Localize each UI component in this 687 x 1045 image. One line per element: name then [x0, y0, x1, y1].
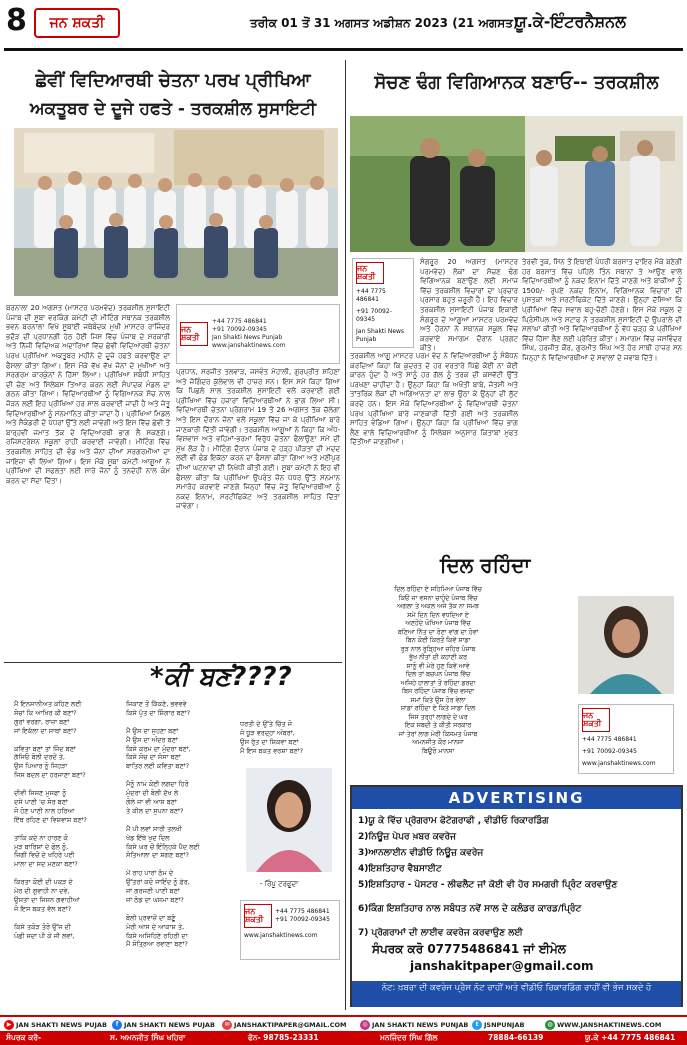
poet-name: - ਰਿੰਪੂ ਟਰਫੂਦਾ [260, 880, 299, 888]
right-story-column-1b: ਤਰਕਸ਼ੀਲ ਆਗੂ ਮਾਸਟਰ ਪਰਮ ਵੇਦ ਨੇ ਵਿਦਿਆਰਥੀਆਂ ਨੂੰ ਸੰਬੋਧਨ ਕਰਦਿਆਂ ਕਿਹਾ ਕਿ ਕੁਦਰਤ ਦੇ ਹਰ ਵਰਤਾਰੇ ਪਿੱਛੇ ਕੋਈ ਨਾ ਕੋਈ ਕਾਰਨ ਹੁੰਦਾ ਹੈ ਅਤੇ ਸਾਨੂੰ ਹਰ ਗੱਲ ਨੂੰ ਤਰਕ ਦੀ ਕਸਵੱਟੀ ਉੱਤੇ ਪਰਖਣਾ ਚਾਹੀਦਾ ਹੈ। ਉਨ੍ਹਾਂ ਕਿਹਾ ਕਿ ਅਖੌਤੀ ਬਾਬੇ, ਜੋਤਸ਼ੀ ਅਤੇ ਤਾਂਤਰਿਕ ਲੋਕਾਂ ਦੀ ਅਗਿਆਨਤਾ ਦਾ ਲਾਭ ਉਠਾ ਕੇ ਉਨ੍ਹਾਂ ਦੀ ਲੁੱਟ ਕਰਦੇ ਹਨ। ਇਸ ਮੌਕੇ ਵਿਦਿਆਰਥੀਆਂ ਨੂੰ ਵਿਦਿਆਰਥੀ ਚੇਤਨਾ ਪਰਖ ਪ੍ਰੀਖਿਆ ਬਾਰੇ ਜਾਣਕਾਰੀ ਦਿੱਤੀ ਗਈ ਅਤੇ ਤਰਕਸ਼ੀਲ ਸਾਹਿਤ ਵੰਡਿਆ ਗਿਆ। ਉਨ੍ਹਾਂ ਕਿਹਾ ਕਿ ਪ੍ਰੀਖਿਆ ਵਿੱਚ ਭਾਗ ਲੈਣ ਵਾਲੇ ਵਿਦਿਆਰਥੀਆਂ ਨੂੰ ਸਿਲੇਬਸ ਅਨੁਸਾਰ ਕਿਤਾਬਾਂ ਮੁਫਤ ਦਿੱਤੀਆਂ ਜਾਣਗੀਆਂ। [350, 352, 518, 447]
jan-shakti-logo-right: ਜਨ ਸ਼ਕਤੀ [356, 262, 384, 284]
left-headline-1: ਛੇਵੀਂ ਵਿਦਿਆਰਥੀ ਚੇਤਨਾ ਪਰਖ ਪ੍ਰੀਖਿਆ [35, 70, 311, 91]
page-number: 8 [6, 3, 27, 38]
footer-instagram-label: JAN SHAKTI NEWS PUNJAB [372, 1020, 469, 1029]
globe-icon: ◍ [545, 1020, 555, 1030]
header-rule [4, 48, 683, 51]
instagram-icon: ◎ [360, 1020, 370, 1030]
twitter-icon: t [472, 1020, 482, 1030]
brand-phone-uk-dil: +44 7775 486841 [582, 736, 637, 743]
right-headline: ਸੋਚਣ ਢੰਗ ਵਿਗਿਆਨਕ ਬਣਾਓ-- ਤਰਕਸ਼ੀਲ [374, 72, 659, 93]
facebook-icon: f [112, 1020, 122, 1030]
ad-item-3: 3)ਆਨਲਾਈਨ ਵੀਡੀਓ ਨਿਊਜ਼ ਕਵਰੇਜ [358, 848, 484, 858]
masthead-logo: ਜਨ ਸ਼ਕਤੀ [34, 8, 120, 38]
brand-phone-uk-right: +44 7775 486841 [356, 288, 386, 303]
footer-email-label: JANSHAKTIPAPER@GMAIL.COM [234, 1020, 347, 1029]
right-story-column-2: ਤੇਰਵੀਂ ਤੁਕ, ਸਿਨ ਤੋਂ ਇਥਾਈ ਪੰਧਰੀ ਬਰਸਾਤ ਦਾਇਰ ਮੌਕੇ ਬਣੇਗੀ ਹਰ ਬਰਸਾਤ ਵਿੱਚ ਪਹਿਲੇ ਤਿੰਨ ਸਥਾਨਾਂ ਤੇ ਆਉਣ ਵਾਲੇ ਵਿਦਿਆਰਥੀਆਂ ਨੂੰ ਨਕਦ ਇਨਾਮ ਦਿੱਤੇ ਜਾਣਗੇ ਅਤੇ ਬਾਕੀਆਂ ਨੂੰ 1500/- ਰੁਪਏ ਨਕਦ ਇਨਾਮ, ਵਿਗਿਆਨਕ ਵਿਚਾਰਾਂ ਦੀ ਪੁਸਤਕਾਂ ਅਤੇ ਸਰਟੀਫਿਕੇਟ ਦਿੱਤੇ ਜਾਣਗੇ। ਉਨ੍ਹਾਂ ਦੱਸਿਆ ਕਿ ਪ੍ਰੀਖਿਆ ਵਿੱਚ ਸਵਾਲ ਬਹੁ-ਚੋਣੀ ਹੋਣਗੇ। ਇਸ ਮੌਕੇ ਸਕੂਲ ਦੇ ਪ੍ਰਿੰਸੀਪਲ ਅਤੇ ਸਟਾਫ ਨੇ ਤਰਕਸ਼ੀਲ ਸੁਸਾਇਟੀ ਦੇ ਉਪਰਾਲੇ ਦੀ ਸ਼ਲਾਘਾ ਕੀਤੀ ਅਤੇ ਵਿਦਿਆਰਥੀਆਂ ਨੂੰ ਵੱਧ ਚੜ੍ਹ ਕੇ ਪ੍ਰੀਖਿਆ ਵਿੱਚ ਹਿੱਸਾ ਲੈਣ ਲਈ ਪ੍ਰੇਰਿਤ ਕੀਤਾ। ਸਮਾਗਮ ਵਿੱਚ ਜਸਵਿੰਦਰ ਸਿੰਘ, ਹਰਜੀਤ ਕੌਰ, ਗੁਰਮੀਤ ਸਿੰਘ ਅਤੇ ਹੋਰ ਸਾਥੀ ਹਾਜ਼ਰ ਸਨ ਜਿਨ੍ਹਾਂ ਨੇ ਵਿਦਿਆਰਥੀਆਂ ਦੇ ਸਵਾਲਾਂ ਦੇ ਜਵਾਬ ਦਿੱਤੇ। [522, 258, 682, 362]
brand-website-dil: www.janshaktinews.com [582, 760, 656, 767]
footer-facebook[interactable] [112, 1019, 215, 1030]
ad-item-4: 4)ਇਸ਼ਤਿਹਾਰ ਵੈਬਸਾਈਟ [358, 864, 442, 874]
footer-website-label: WWW.JANSHAKTINEWS.COM [557, 1020, 662, 1029]
jan-shakti-logo-dil: ਜਨ ਸ਼ਕਤੀ [582, 708, 610, 732]
footer-twitter[interactable] [472, 1019, 524, 1030]
poem-column-2: ਜਿਕਾਣ ਤੋਂ ਕਿੱਕਣੇ, ਭਵਵਵੇ ਕਿਸੇ ਪੁੱਤ ਦਾ ਸ਼ਿੰਗਾਰ ਬਣਾਂ? ਮੈਂ ਉਸ ਦਾ ਸੁਹਣਾ ਬਣਾਂ ਮੈਂ ਉਸ ਦਾ ਅੰਦਰ ਬਣਾਂ ਕਿਸੇ ਕਰਮ ਦਾ ਮੁੰਦਰਾ ਬਣਾਂ, ਕਿਸੇ ਸੋਚ ਦਾ ਸੰਸਾ ਬਣਾਂ ਬਾਤਿਰ ਲਈ ਕਵਿਤਾ ਬਣਾਂ? ਮੈਨੂੰ ਨਾਮ ਕੋਈ ਲਗਦਾ ਹਿਰੋ ਮੁੰਦਰਾ ਦੀ ਬੋਲੀ ਦੱਖ ਲੇ ਗੋਲੇ ਜਾ ਵੀ ਆਸ ਬਣਾਂ ਤੇ ਕੀਲ ਦਾ ਸੁਪਨਾ ਬਣਾਂ? ਮੈਂ ਪੀ ਲਵਾਂ ਸਾਰੀ ਤਲਖੀ ਖੇਡ ਇੱਥੇ ਖੁਦ ਦਿਲ ਕਿਸੇ ਘਰ ਚੋਂ ਇੰਨ੍ਹਿਕੇ ਪੈਦ ਲਈ ਸੰਤਿਆਲਾ ਦਾ ਸ਼ਗਣ ਬਣਾਂ? ਮੇਂ ਰਾਹ ਪਾਰਾਂ ਠੰਮ ਦੇ ਉੱਤਰਾਂ ਕਦੋ ਜਾਇੰਦ ਨੂੰ ਫ਼ੇਰ, ਜਾਂ ਗਰਜਣੀ ਪਾਣੀ ਬਣਾਂ ਜਾਂ ਠੰਡ ਦਾ ਘਸਮਾ ਬਣਾਂ? ਬੋਲੀ ਪ੍ਰਵਾਜ਼ੋਂ ਦਾ ਬਣੂੰ ਮੇਰੀ ਆਸ ਦੇ ਆਕਾਸ਼ ਤੇ, ਕਿਸੇ ਅਜਿਹਿਣੇ ਰਹਿਰੀ ਦਾ ਮੈਂ ਸੋਤ੍ਰਿਆ ਰਵਾਣਾ ਬਣਾਂ? [126, 700, 200, 949]
footer-editor: ਸ. ਅਮਨਜੀਤ ਸਿੰਘ ਖਹਿਰਾ [110, 1033, 186, 1042]
right-story-photo [350, 116, 683, 252]
left-story-column-2-text: ਪ੍ਰਧਾਨ, ਸਰਜੀਤ ਤਲਵਾੜ, ਜਸਵੰਤ ਮੋਹਾਲੀ, ਗੁਰਪ੍ਰੀਤ ਸ਼ਹਿਣਾ ਅਤੇ ਜੋਗਿੰਦਰ ਕੁੱਲੇਵਾਲ ਵੀ ਹਾਜ਼ਰ ਸਨ। ਇਸ ਸਮੇਂ ਕਿਹਾ ਗਿਆ ਕਿ ਪਿਛਲੇ ਸਾਲ ਤਰਕਸ਼ੀਲ ਸੁਸਾਇਟੀ ਵਲੋਂ ਕਰਵਾਈ ਗਈ ਪ੍ਰੀਖਿਆ ਵਿੱਚ ਹਜ਼ਾਰਾਂ ਵਿਦਿਆਰਥੀਆਂ ਨੇ ਭਾਗ ਲਿਆ ਸੀ। ਵਿਦਿਆਰਥੀ ਚੇਤਨਾ ਪ੍ਰੋਗਰਾਮ 19 ਤੋਂ 26 ਅਗਸਤ ਤੱਕ ਚੱਲੇਗਾ ਅਤੇ ਇਸ ਦੌਰਾਨ ਜ਼ੋਨਾਂ ਵਲੋਂ ਸਕੂਲਾਂ ਵਿੱਚ ਜਾ ਕੇ ਪ੍ਰੀਖਿਆ ਬਾਰੇ ਜਾਣਕਾਰੀ ਦਿੱਤੀ ਜਾਵੇਗੀ। ਤਰਕਸ਼ੀਲ ਆਗੂਆਂ ਨੇ ਕਿਹਾ ਕਿ ਅੰਧ-ਵਿਸ਼ਵਾਸ ਅਤੇ ਵਹਿਮਾਂ-ਭਰਮਾਂ ਵਿਰੁੱਧ ਚੇਤਨਾ ਫੈਲਾਉਣਾ ਸਮੇਂ ਦੀ ਮੁੱਖ ਲੋੜ ਹੈ। ਮੀਟਿੰਗ ਦੌਰਾਨ ਪੰਜਾਬ ਦੇ ਹੜ੍ਹ ਪੀੜਤਾਂ ਦੀ ਮਦਦ ਲਈ ਵੀ ਫੰਡ ਇਕੱਠਾ ਕਰਨ ਦਾ ਫੈਸਲਾ ਕੀਤਾ ਗਿਆ ਅਤੇ ਮਣੀਪੁਰ ਦੀਆਂ ਘਟਨਾਵਾਂ ਦੀ ਨਿਖੇਧੀ ਕੀਤੀ ਗਈ। ਸੂਬਾ ਕਮੇਟੀ ਨੇ ਇਹ ਵੀ ਫੈਸਲਾ ਕੀਤਾ ਕਿ ਪ੍ਰੀਖਿਆ ਉਪਰੰਤ ਜ਼ੋਨ ਪੱਧਰ ਉੱਤੇ ਸਨਮਾਨ ਸਮਾਰੋਹ ਕਰਵਾਏ ਜਾਣਗੇ ਜਿਨ੍ਹਾਂ ਵਿੱਚ ਜੇਤੂ ਵਿਦਿਆਰਥੀਆਂ ਨੂੰ ਨਕਦ ਇਨਾਮ, ਸਰਟੀਫਿਕੇਟ ਅਤੇ ਤਰਕਸ਼ੀਲ ਸਾਹਿਤ ਦਿੱਤਾ ਜਾਵੇਗਾ। [176, 368, 340, 511]
footer-twitter-label: JSNPUNJAB [484, 1020, 525, 1029]
right-brand-box [352, 258, 414, 348]
brand-phone-india: +91 70092-09345 [212, 326, 267, 333]
dil-rahinda-title: ਦਿਲ ਰਹਿੰਦਾ [440, 553, 531, 577]
footer-youtube-label: JAN SHAKTI NEWS PUJAB [16, 1020, 107, 1029]
poem-brand-box [240, 900, 340, 960]
footer-website[interactable] [545, 1019, 661, 1030]
footer-phone-uk: ਯੂ.ਕੇ +44 7775 486841 [585, 1033, 676, 1042]
footer-phone-2: 78884-66139 [488, 1033, 544, 1042]
footer-facebook-label: JAN SHAKTI NEWS PUJAB [124, 1020, 215, 1029]
brand-phone-india-small: +91 70092-09345 [275, 916, 330, 923]
footer-phone-india: ਫੋਨ- 98785-23331 [248, 1033, 319, 1042]
ad-contact: ਸੰਪਰਕ ਕਰੋ 07775486841 ਜਾਂ ਈਮੇਲ [372, 942, 566, 956]
poet-photo-right [578, 596, 674, 694]
poem-title: *ਕੀ ਬਣਂ???? [150, 662, 292, 692]
footer-manager: ਮਨਜਿੰਦਰ ਸਿੰਘ ਗਿੱਲ [380, 1033, 438, 1042]
left-story-photo [14, 128, 338, 296]
jan-shakti-logo: ਜਨ ਸ਼ਕਤੀ [180, 322, 208, 346]
footer-contact-bar [0, 1031, 687, 1045]
footer-contact-label: ਸੰਪਰਕ ਕਰੋ- [6, 1033, 42, 1042]
left-story-column-2 [176, 304, 340, 659]
brand-subtitle: Jan Shakti News Punjab [212, 334, 283, 341]
poem-column-3: ਧਰਤੀ ਦੇ ਉੱਤੇ ਚਿੱਤ ਜੋ ਜੋ ਧੂੜ ਵਰਦ੍ਹਾ ਅੰਬਰਾਂ, ਉਸ ਰੁੱਤ ਦਾ ਸ਼ਿਕਵਾ ਬਣਾਂ ਮੈਂ ਇਸ ਬਕਤ ਵਰਸ਼ਾ ਬਣਾਂ? [240, 720, 304, 755]
poet-photo [246, 768, 332, 872]
edition-date: ਤਰੀਕ 01 ਤੋਂ 31 ਅਗਸਤ ਅਡੀਸ਼ਨ 2023 (21 ਅਗਸਤ) [250, 16, 519, 30]
column-divider [345, 60, 346, 1010]
section-title: ਯੂ.ਕੇ-ਇੰਟਰਨੈਸ਼ਨਲ [515, 12, 626, 31]
ad-item-1: 1)ਯੂ ਕੇ ਵਿੱਚ ਪ੍ਰੋਗਰਾਮ ਫੋਟੋਗਰਾਫੀ , ਵੀਡੀਓ ਰਿਕਾਰਡਿੰਗ [358, 816, 549, 826]
brand-website-small: www.janshaktinews.com [244, 932, 318, 939]
youtube-icon: ▶ [4, 1020, 14, 1030]
ad-note: ਨੋਟ: ਖ਼ਬਰਾ ਦੀ ਕਵਰੇਜ ਪ੍ਰੈਸ ਨੋਟ ਰਾਹੀਂ ਅਤੇ ਵੀਡੀਓ ਰਿਕਾਰਡਿੰਗ ਰਾਹੀਂ ਵੀ ਭੇਜ ਸਕਦੇ ਹੋ [352, 981, 681, 1007]
brand-website: www.janshaktinews.com [212, 342, 286, 349]
brand-phone-uk: +44 7775 486841 [212, 318, 267, 325]
brand-subtitle-right: Jan Shakti News Punjab [356, 328, 405, 343]
footer [0, 1015, 687, 1043]
advertising-box [350, 785, 683, 1007]
dil-brand-box [578, 704, 674, 774]
poem-column-1: ਮੈਂ ਇਨਸਾਨੀਅਤ ਕਹਿਣ ਲਈ ਸੋਚਾਂ ਕਿ ਆਖਿਰ ਕੀ ਬਣਾਂ? ਗੁਰਾਂ ਵਰਗਾ, ਰਾਜ਼ਾ ਬਣਾਂ ਜਾਂ ਇਕੱਲਾ ਦਾ ਸਾਥਾਂ ਬਣਾਂ? ਕਵਿਤਾ ਬਣਾਂ ਤਾਂ ਜਿੰਦ ਬਣਾਂ ਗੱਜਿਓ ਬੋਲੀ ਦਰਦੋਂ ਤੇ, ਉਸ ਪਿਆਰ ਨੂੰ ਜਿਹੜਾ ਜਿਸ ਬਦਲ ਦਾ ਹਰਜਾਣਾ ਬਣਾਂ? ਦੀਵੀ ਜਿਸਣ ਮੁਸਫਾ ਨੂੰ ਦਸੇ ਪਾਣੀ 'ਚ ਸੋਰ ਬਣਾਂ ਜੋ ਹੋਣ ਪਾਣੀ ਨਾਲ ਹਰਿਆ ਇੱਥ ਰਹਿਣ ਦਾ ਵਿਸ਼ਵਾਸ਼ ਬਣਾਂ? ਤਾਂਕਿ ਕਦੇ ਨਾ ਹਾਰਣ ਕੋ ਮੁੜ ਬਾਰਿਸ਼ਾਂ ਦੇ ਫੋਲ ਨੂੰ, ਜ਼ਿਗੀ ਵਿਚੋਂ ਦੇ ਖਹਿਰੇ ਪਈ ਮਾਲਾ ਦਾ ਸਦ ਮਣਕਾ ਬਣਾਂ? ਕਿਰਤਾ ਕੋਈ ਦੀ ਪਕੜ ਦੇ ਮੇਰ ਦੀ ਗੁਵਾਹੀ ਨਾ ਦਵੇ, ਉਸਤਾਂ ਦਾ ਜਿਸਨ ਗਵਾਹੀਆਂ ਜੋ ਇਸ ਬਕਤ ਵੱਲ ਬਣਾਂ? ਕਿਸੇ ਤਕੋੜ ਤੋਰੋ ਉੱਜ ਦੀ ਪੰਛੀ ਸਦਾ ਪੀ ਕੇ ਜੀ ਲਵਾਂ, [14, 700, 87, 940]
advertising-title: ADVERTISING [352, 787, 681, 809]
ad-item-7: 7) ਪ੍ਰੋਗਰਾਮਾਂ ਦੀ ਲਾਈਵ ਕਵਰੇਜ ਕਰਵਾਉਣ ਲਈ [358, 928, 523, 938]
jan-shakti-brand-box [176, 304, 340, 364]
dil-rahinda-poem: ਦਿਲ ਰਹਿੰਦਾ ਏ ਸਹਿਮਿਆ ਪੰਜਾਬ ਵਿੱਚ ਕਿਓਂ ਜਾ ਵਸਨਾ ਚਾਹੁੰਦੇ ਪੰਜਾਬ ਵਿੱਚ ਅਗਲਾ ਤੇ ਅਕਲ ਅਜੇ ਤੱਕ ਨਾ ਸਮਝ ਸਮੇਂ ਦਿਨ ਦਿਨ ਵਧਦਿਆ ਏ ਅਣਹੋਂਦੇ ਘੋਖਿਆ ਪੰਜਾਬ ਵਿੱਚ ਬਣਿਆ ਨਿੱਤ ਦਾ ਰੋਣਾ ਵਾਂਗ ਦਾ ਹੋਵਾਂ ਬਿਨ ਕੋਈ ਕਿਰਤੋਂ ਕਿਵੇਂ ਸਾਡਾ ਰੁੜ ਨਾਲ ਰੁੜ੍ਹਿਆ ਜ਼ਹਿਰ ਪੰਜਾਬ ਭੁੱਖ ਨੀਤਾਂ ਦੀ ਕਹਾਣੀ ਕਰ ਸਾਨੂੰ ਵੀ ਮੇਰੇ ਹੁਣ ਕਿਵੇਂ ਆਵੇ ਦਿਲ ਤਾਂ ਬਚਪਨ ਪੰਜਾਬ ਵਿੱਚ ਅਜਿਹੇ ਹਾਲਾਤਾਂ ਤੋਂ ਰਹਿੰਦਾ ਡਰਦਾ ਬਿਸ ਰਹਿੰਦਾ ਪੰਜਾਬ ਵਿੱਚ ਵਸਦਾ ਸਮਾਂ ਕਿਤੇ ਉਸ ਹੋਰ ਵੇਲਾ ਸਾਡਾ ਰਹਿੰਦਾ ਏ ਕਿਤੇ ਸਾਡਾ ਦਿਲ ਜਿਸ ਤਰ੍ਹਾਂ ਲਾਗਦੇ ਦੇ ਘਰ ਇਕ ਸਬਦੀ ਤੇ ਕੀਤੀ ਸਰਕਾਰ ਜਾਂ ਤੇਰਾਂ ਲਾਗ ਮੇਰੀ ਕਿਸਮਤ ਪੰਜਾਬ ਅਮਨਜੀਤ ਕੌਰ ਮਾਨਸਾ ਬਿਊਰੋ ਮਾਨਸਾ [394, 586, 482, 755]
email-icon: ✉ [222, 1020, 232, 1030]
ad-item-5: 5)ਇਸ਼ਤਿਹਾਰ - ਪੋਸਟਰ - ਲੀਫਲੈਟ ਜਾਂ ਕੋਈ ਵੀ ਹੋਰ ਸਮਗਰੀ ਪ੍ਰਿੰਟ ਕਰਵਾਉਣ [358, 880, 618, 890]
ad-item-2: 2)ਨਿਊਜ਼ ਪੇਪਰ ਖ਼ਬਰ ਕਵਰੇਜ [358, 832, 457, 842]
brand-phone-india-dil: +91 70092-09345 [582, 748, 637, 755]
brand-phone-uk-small: +44 7775 486841 [275, 908, 330, 915]
right-story-column-1a: ਸੰਗਰੂਰ 20 ਅਗਸਤ (ਮਾਸਟਰ ਪਰਮਵੇਦ) ਲੋਕਾਂ ਦਾ ਸੋਚਣ ਢੰਗ ਵਿਗਿਆਨਕ ਬਣਾਉਣ ਲਈ ਸਮਾਜ ਵਿੱਚ ਤਰਕਸ਼ੀਲ ਵਿਚਾਰਾਂ ਦਾ ਪ੍ਰਚਾਰ ਪ੍ਰਸਾਰ ਬਹੁਤ ਜ਼ਰੂਰੀ ਹੈ। ਇਹ ਵਿਚਾਰ ਤਰਕਸ਼ੀਲ ਸੁਸਾਇਟੀ ਪੰਜਾਬ ਇਕਾਈ ਸੰਗਰੂਰ ਦੇ ਆਗੂਆਂ ਮਾਸਟਰ ਪਰਮਵੇਦ ਅਤੇ ਹੋਰਨਾਂ ਨੇ ਸਥਾਨਕ ਸਕੂਲ ਵਿੱਚ ਕਰਵਾਏ ਸਮਾਗਮ ਦੌਰਾਨ ਪ੍ਰਗਟ ਕੀਤੇ। [420, 258, 518, 353]
ad-item-6: 6)ਕਿੰਗ ਇਸ਼ਤਿਹਾਰ ਨਾਲ ਸਬੰਧਤ ਨਵੇਂ ਸਾਲ ਦੇ ਕਲੰਡਰ ਕਾਰਡ/ਪ੍ਰਿੰਟ [358, 904, 582, 914]
left-story-column-1: ਬਰਨਾਲਾ 20 ਅਗਸਤ (ਮਾਸਟਰ ਪਰਮਵੇਦ) ਤਰਕਸ਼ੀਲ ਸੁਸਾਇਟੀ ਪੰਜਾਬ ਦੀ ਸੂਬਾ ਵਰਕਿੰਗ ਕਮੇਟੀ ਦੀ ਮੀਟਿੰਗ ਸਥਾਨਕ ਤਰਕਸ਼ੀਲ ਭਵਨ ਬਰਨਾਲਾ ਵਿਖੇ ਸੂਬਾਈ ਜਥੇਬੰਦਕ ਮੁਖੀ ਮਾਸਟਰ ਰਾਜਿੰਦਰ ਭਦੌੜ ਦੀ ਪ੍ਰਧਾਨਗੀ ਹੇਠ ਹੋਈ ਜਿਸ ਵਿੱਚ ਪੰਜਾਬ ਦੇ ਸਰਕਾਰੀ ਅਤੇ ਨਿੱਜੀ ਵਿਦਿਅਕ ਅਦਾਰਿਆਂ ਵਿੱਚ ਛੇਵੀਂ ਵਿਦਿਆਰਥੀ ਚੇਤਨਾ ਪਰਖ ਪ੍ਰੀਖਿਆ ਅਕਤੂਬਰ ਮਹੀਨੇ ਦੇ ਦੂਜੇ ਹਫਤੇ ਕਰਵਾਉਣ ਦਾ ਫੈਸਲਾ ਕੀਤਾ ਗਿਆ। ਇਸ ਮੌਕੇ ਵੱਖ ਵੱਖ ਜੋਨਾਂ ਦੇ ਮੁਖੀਆਂ ਅਤੇ ਸਰਗਰਮ ਕਾਰਕੁੰਨਾਂ ਨੇ ਹਿੱਸਾ ਲਿਆ। ਪ੍ਰੀਖਿਆ ਸਬੰਧੀ ਸਾਹਿਤ ਦੀ ਚੋਣ ਅਤੇ ਸਿਲੇਬਸ ਤਿਆਰ ਕਰਨ ਲਈ ਸੰਪਾਦਕ ਮੰਡਲ ਦਾ ਗਠਨ ਕੀਤਾ ਗਿਆ। ਵਿਦਿਆਰਥੀਆਂ ਨੂੰ ਵਿਗਿਆਨਕ ਸੋਚ ਨਾਲ ਜੋੜਨ ਲਈ ਇਹ ਪ੍ਰੀਖਿਆ ਹਰ ਸਾਲ ਕਰਵਾਈ ਜਾਂਦੀ ਹੈ ਅਤੇ ਜੇਤੂ ਵਿਦਿਆਰਥੀਆਂ ਨੂੰ ਸਨਮਾਨਿਤ ਕੀਤਾ ਜਾਂਦਾ ਹੈ। ਪ੍ਰੀਖਿਆ ਮਿਡਲ ਅਤੇ ਸੈਕੰਡਰੀ ਦੋ ਪੱਧਰਾਂ ਉੱਤੇ ਲਈ ਜਾਵੇਗੀ ਅਤੇ ਇਸ ਵਿੱਚ ਛੇਵੀਂ ਤੋਂ ਬਾਰ੍ਹਵੀਂ ਜਮਾਤ ਤੱਕ ਦੇ ਵਿਦਿਆਰਥੀ ਭਾਗ ਲੈ ਸਕਣਗੇ। ਰਜਿਸਟਰੇਸ਼ਨ ਸਕੂਲਾਂ ਰਾਹੀਂ ਕਰਵਾਈ ਜਾਵੇਗੀ। ਮੀਟਿੰਗ ਵਿੱਚ ਤਰਕਸ਼ੀਲ ਸਾਹਿਤ ਦੀ ਵੰਡ ਅਤੇ ਜ਼ੋਨਾਂ ਦੀਆਂ ਸਰਗਰਮੀਆਂ ਦਾ ਜਾਇਜ਼ਾ ਵੀ ਲਿਆ ਗਿਆ। ਇਸ ਮੌਕੇ ਸੂਬਾ ਕਮੇਟੀ ਆਗੂਆਂ ਨੇ ਪ੍ਰੀਖਿਆ ਦੀ ਸਫਲਤਾ ਲਈ ਸਾਰੇ ਜੋਨਾਂ ਨੂੰ ਤਨਦੇਹੀ ਨਾਲ ਕੰਮ ਕਰਨ ਦਾ ਸੱਦਾ ਦਿੱਤਾ। [6, 304, 170, 485]
footer-instagram[interactable] [360, 1019, 468, 1030]
brand-phone-india-right: +91 70092-09345 [356, 308, 392, 323]
footer-email[interactable] [222, 1019, 346, 1030]
left-headline-2: ਅਕਤੂਬਰ ਦੇ ਦੂਜੇ ਹਫਤੇ - ਤਰਕਸ਼ੀਲ ਸੁਸਾਇਟੀ [29, 99, 317, 119]
footer-youtube[interactable] [4, 1019, 107, 1030]
jan-shakti-logo-small: ਜਨ ਸ਼ਕਤੀ [244, 904, 272, 928]
ad-email-link[interactable]: janshakitpaper@gmail.com [410, 959, 594, 973]
